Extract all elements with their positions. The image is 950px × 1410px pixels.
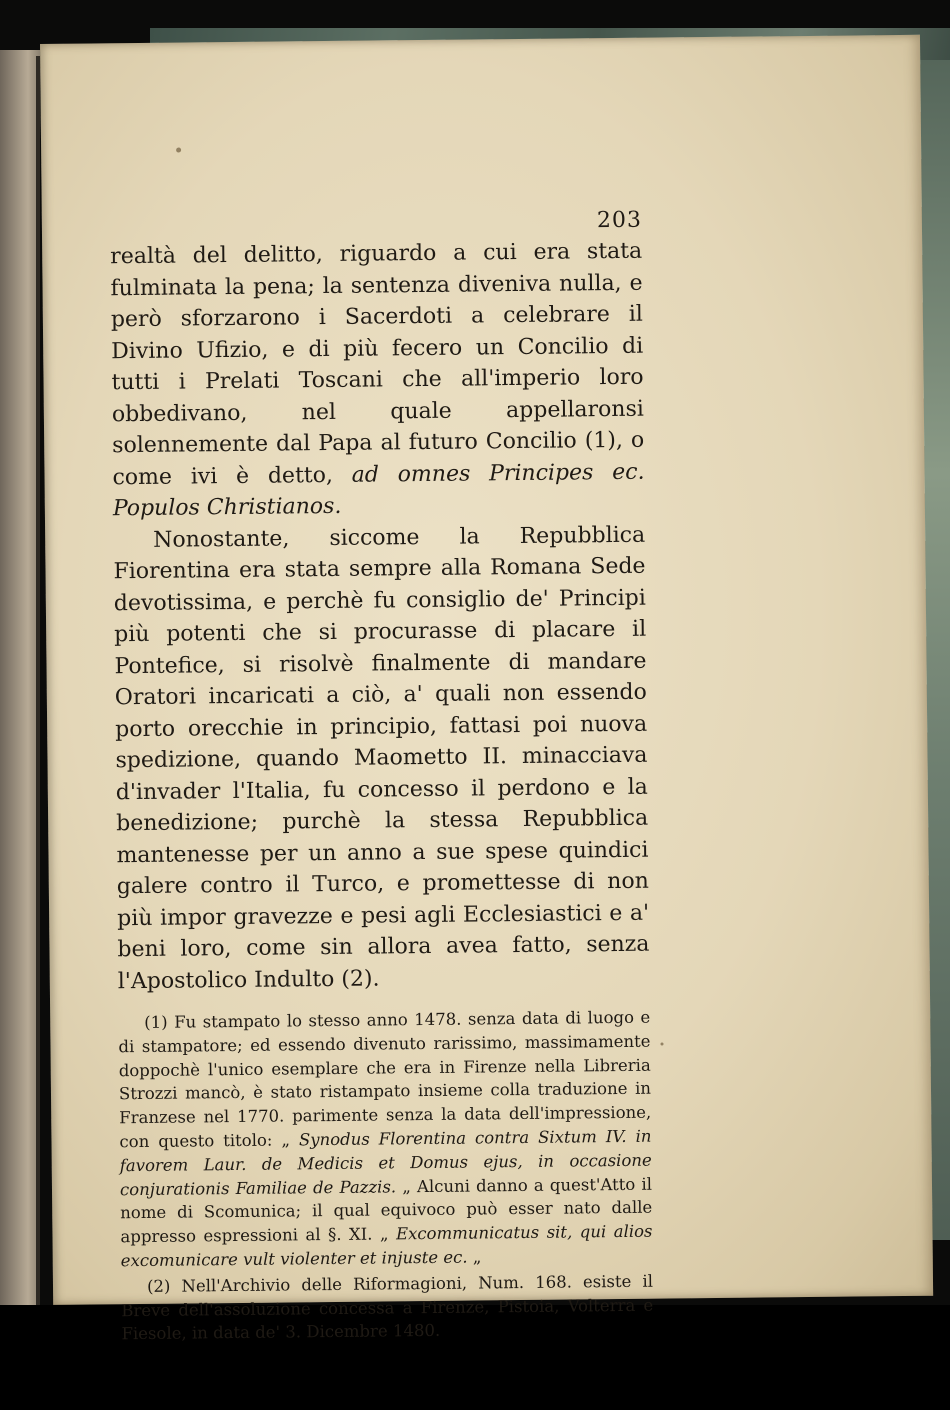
paragraph-text: Nonostante, siccome la Repubblica Fiorentina era stata sempre alla Romana Sede devotissima, e perchè fu consiglio de' Principi più potenti che si procurasse di placare il Pontefice, si risolvè finalmente di mandare Oratori incaricati a ciò, a' quali non essendo porto orecchie in principio, fattasi poi nuova spedizione, quando Maometto II. minacciava d'invader l'Italia, fu concesso il perdono e la benedizione; purchè la stessa Repubblica mantenesse per un anno a sue spese quindici galere contro il Turco, e promettesse di non più impor gravezze e pesi agli Ecclesiastici e a' beni loro, come sin allora avea fatto, senza l'Apostolico Indulto (2). xyxy=(113,522,650,994)
body-text xyxy=(110,236,650,998)
ink-spot xyxy=(660,1043,663,1046)
paragraph xyxy=(113,519,650,997)
ink-spot xyxy=(176,148,181,153)
paragraph-text: realtà del delitto, riguardo a cui era stata fulminata la pena; la sentenza diveniva nulla, e però sforzarono i Sacerdoti a celebrare il Divino Ufizio, e di più fecero un Concilio di tutti i Prelati Toscani che all'imperio loro obbedivano, nel quale appellaronsi solennemente dal Papa al futuro Concilio (1), o come ivi è detto, xyxy=(110,238,645,490)
paragraph-italic-text: ad omnes Principes ec. Populos Christianos. xyxy=(112,459,645,522)
footnote-italic-text: Synodus Florentina contra Sixtum IV. in favorem Laur. de Medicis et Domus ejus, in occasione conjurationis Familiae de Pazzis. xyxy=(119,1126,652,1199)
paragraph xyxy=(110,236,645,525)
footnote-text: „ Alcuni danno a quest'Atto il nome di Scomunica; il qual equivoco può esser nato dalle appresso espressioni al §. XI. „ xyxy=(120,1174,653,1247)
footnote-text: (2) Nell'Archivio delle Riformagioni, Num. 168. esiste il Breve dell'assoluzione concessa a Firenze, Pistoia, Volterra e Fiesole, in data de' 3. Dicembre 1480. xyxy=(121,1271,654,1344)
footnote-italic-text: Excommunicatus sit, qui alios excomunicare vult violenter et injuste ec. xyxy=(120,1221,653,1271)
book-gutter xyxy=(36,56,40,1305)
book-page xyxy=(40,35,933,1344)
footnote-text: „ xyxy=(467,1247,482,1267)
footnote-text: (1) Fu stampato lo stesso anno 1478. senza data di luogo e di stampatore; ed essendo divenuto rarissimo, massimamente doppochè l'unico esemplare che era in Firenze nella Libreria Strozzi mancò, è stato ristampato insieme colla traduzione in Franzese nel 1770. parimente senza la data dell'impressione, con questo titolo: „ xyxy=(118,1007,652,1152)
left-page-edge xyxy=(0,50,40,1305)
page-number: 203 xyxy=(596,207,643,234)
footnote xyxy=(118,1006,653,1273)
footnotes xyxy=(118,1006,653,1347)
text-block xyxy=(110,208,654,1347)
footnote xyxy=(121,1269,654,1346)
